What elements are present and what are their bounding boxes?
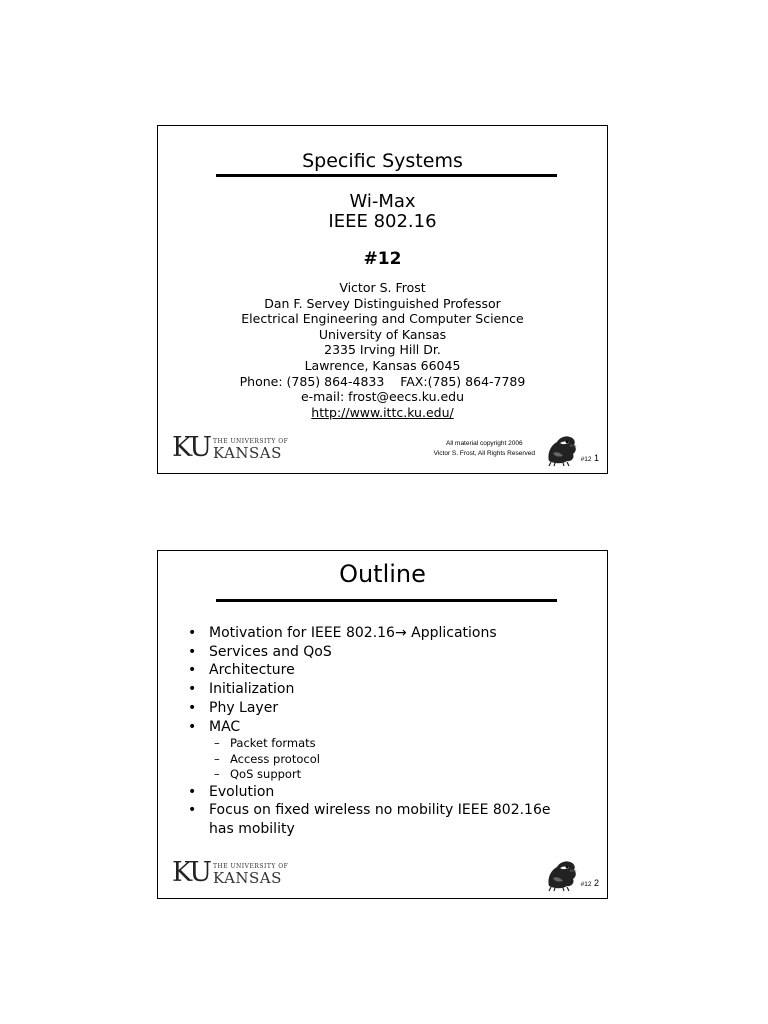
list-item: • Evolution xyxy=(188,783,567,802)
slide-1 xyxy=(157,125,608,474)
contact-block xyxy=(158,280,607,420)
list-item: • Phy Layer xyxy=(188,699,567,718)
author-university: University of Kansas xyxy=(318,326,447,342)
list-item: • Focus on fixed wireless no mobility IEEE 802.16e has mobility xyxy=(188,801,567,838)
ku-logo xyxy=(172,858,288,886)
ku-logo-small-text: THE UNIVERSITY OF xyxy=(212,863,289,870)
sub-list-item: – Packet formats xyxy=(188,736,567,752)
ku-logo-small-text: THE UNIVERSITY OF xyxy=(212,438,289,445)
author-street: 2335 Irving Hill Dr. xyxy=(324,342,441,358)
sub-list-item: – Access protocol xyxy=(188,752,567,768)
list-item: • Services and QoS xyxy=(188,643,567,662)
author-name: Victor S. Frost xyxy=(339,280,426,295)
slide-title: Specific Systems xyxy=(302,150,463,172)
title-rule xyxy=(216,174,557,177)
slide-title: Outline xyxy=(339,560,426,588)
author-department: Electrical Engineering and Computer Science xyxy=(241,311,524,327)
author-phone: Phone: (785) 864-4833 FAX:(785) 864-7789 xyxy=(239,373,526,389)
jayhawk-mascot-icon xyxy=(543,431,579,467)
author-city: Lawrence, Kansas 66045 xyxy=(304,357,461,373)
author-title: Dan F. Servey Distinguished Professor xyxy=(264,295,501,311)
jayhawk-mascot-icon xyxy=(543,856,579,892)
lecture-number: #12 xyxy=(363,249,402,269)
outline-list xyxy=(188,624,567,839)
slide-subtitle-line2: IEEE 802.16 xyxy=(328,211,437,232)
sub-list-item: – QoS support xyxy=(188,767,567,783)
ku-logo-mark: KU xyxy=(172,432,210,463)
slide-subtitle-line1: Wi-Max xyxy=(349,191,416,212)
list-item: • Motivation for IEEE 802.16→ Applications xyxy=(188,624,567,643)
list-item: • Initialization xyxy=(188,680,567,699)
website-link[interactable]: http://www.ittc.ku.edu/ xyxy=(311,404,454,420)
ku-logo-mark: KU xyxy=(172,857,210,888)
list-item: • MAC xyxy=(188,718,567,737)
page-number: #12 1 xyxy=(580,453,599,463)
title-rule xyxy=(216,599,557,602)
ku-logo-big-text: KANSAS xyxy=(212,444,282,462)
slide-2 xyxy=(157,550,608,899)
copyright-line2: Victor S. Frost, All Rights Reserved xyxy=(433,450,535,457)
copyright-notice xyxy=(434,439,535,459)
copyright-line1: All material copyright 2006 xyxy=(446,440,523,447)
ku-logo-big-text: KANSAS xyxy=(212,869,282,887)
page-number: #12 2 xyxy=(580,878,599,888)
list-item: • Architecture xyxy=(188,661,567,680)
author-email: e-mail: frost@eecs.ku.edu xyxy=(300,389,465,405)
ku-logo xyxy=(172,433,288,461)
